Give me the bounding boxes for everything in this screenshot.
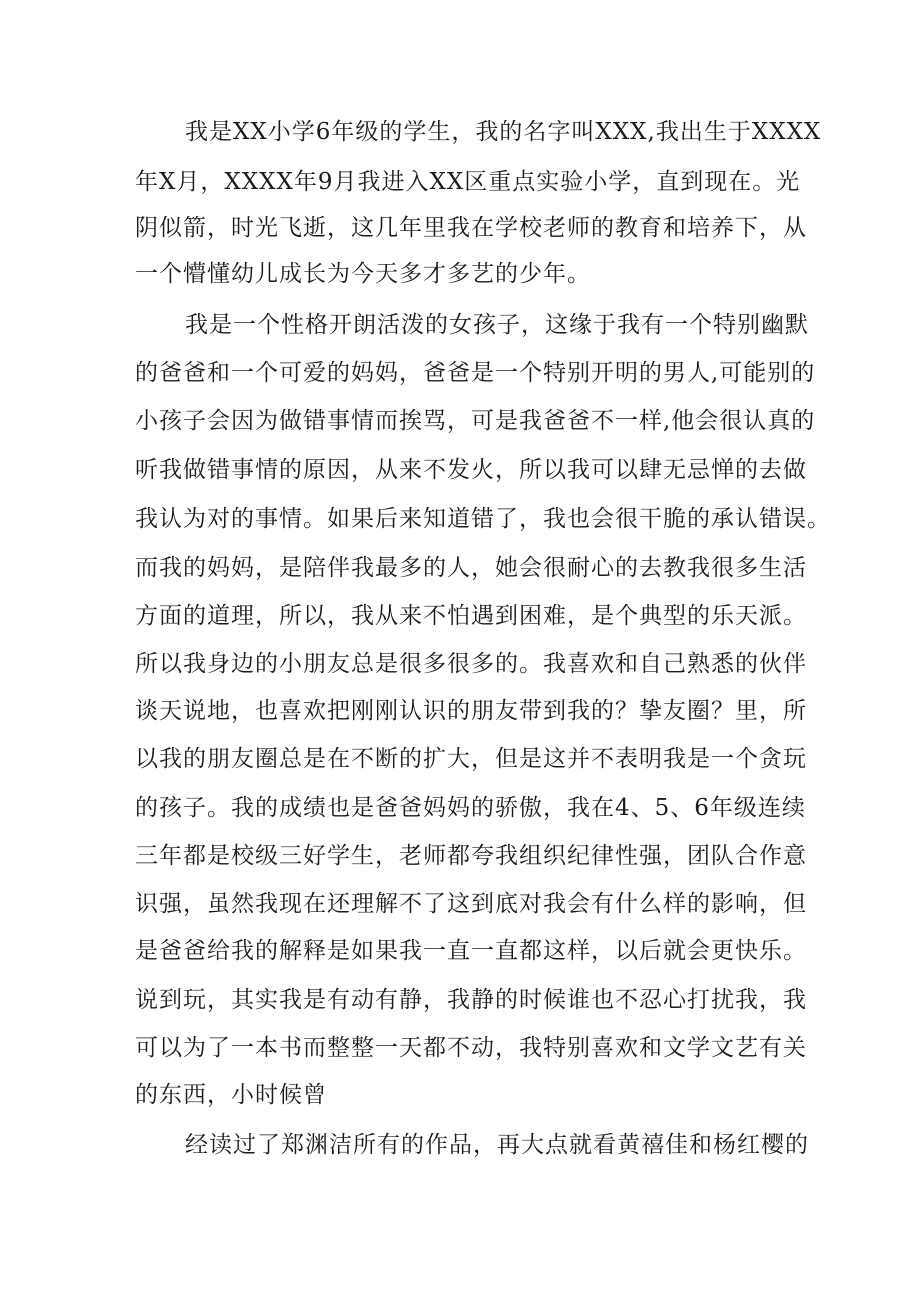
paragraph-2-line-12: 三年都是校级三好学生，老师都夸我组织纪律性强，团队合作意 bbox=[135, 843, 807, 869]
paragraph-2-line-3: 小孩子会因为做错事情而挨骂，可是我爸爸不一样,他会很认真的 bbox=[135, 408, 816, 434]
paragraph-1-line-2: 年X月，XXXX年9月我进入XX区重点实验小学，直到现在。光 bbox=[135, 169, 801, 195]
paragraph-2-line-10: 以我的朋友圈总是在不断的扩大，但是这并不表明我是一个贪玩 bbox=[135, 746, 807, 772]
paragraph-3-line-1: 经读过了郑渊洁所有的作品，再大点就看黄禧佳和杨红樱的 bbox=[185, 1132, 809, 1158]
paragraph-2-line-2: 的爸爸和一个可爱的妈妈，爸爸是一个特别开明的男人,可能别的 bbox=[135, 360, 816, 386]
paragraph-2-line-9: 谈天说地，也喜欢把刚刚认识的朋友带到我的？挚友圈？里，所 bbox=[135, 698, 807, 724]
paragraph-2-line-1: 我是一个性格开朗活泼的女孩子，这缘于我有一个特别幽默 bbox=[185, 312, 809, 338]
paragraph-2-line-5: 我认为对的事情。如果后来知道错了，我也会很干脆的承认错误。 bbox=[135, 506, 831, 532]
paragraph-2-line-4: 听我做错事情的原因，从来不发火，所以我可以肆无忌惮的去做 bbox=[135, 457, 807, 483]
paragraph-2-line-7: 方面的道理，所以，我从来不怕遇到困难，是个典型的乐天派。 bbox=[135, 603, 807, 629]
paragraph-2-line-11: 的孩子。我的成绩也是爸爸妈妈的骄傲，我在4、5、6年级连续 bbox=[135, 795, 806, 821]
paragraph-1-line-4: 一个懵懂幼儿成长为今天多才多艺的少年。 bbox=[135, 261, 591, 287]
paragraph-2-line-17: 的东西，小时候曾 bbox=[135, 1082, 327, 1108]
paragraph-2-line-16: 可以为了一本书而整整一天都不动，我特别喜欢和文学文艺有关 bbox=[135, 1035, 807, 1061]
paragraph-1-line-1: 我是XX小学6年级的学生，我的名字叫XXX,我出生于XXXX bbox=[185, 119, 822, 145]
paragraph-2-line-8: 所以我身边的小朋友总是很多很多的。我喜欢和自己熟悉的伙伴 bbox=[135, 651, 807, 677]
paragraph-2-line-15: 说到玩，其实我是有动有静，我静的时候谁也不忍心打扰我，我 bbox=[135, 987, 807, 1013]
paragraph-1-line-3: 阴似箭，时光飞逝，这几年里我在学校老师的教育和培养下，从 bbox=[135, 215, 807, 241]
paragraph-2-line-6: 而我的妈妈，是陪伴我最多的人，她会很耐心的去教我很多生活 bbox=[135, 555, 807, 581]
paragraph-2-line-14: 是爸爸给我的解释是如果我一直一直都这样，以后就会更快乐。 bbox=[135, 938, 807, 964]
paragraph-2-line-13: 识强，虽然我现在还理解不了这到底对我会有什么样的影响，但 bbox=[135, 891, 807, 917]
